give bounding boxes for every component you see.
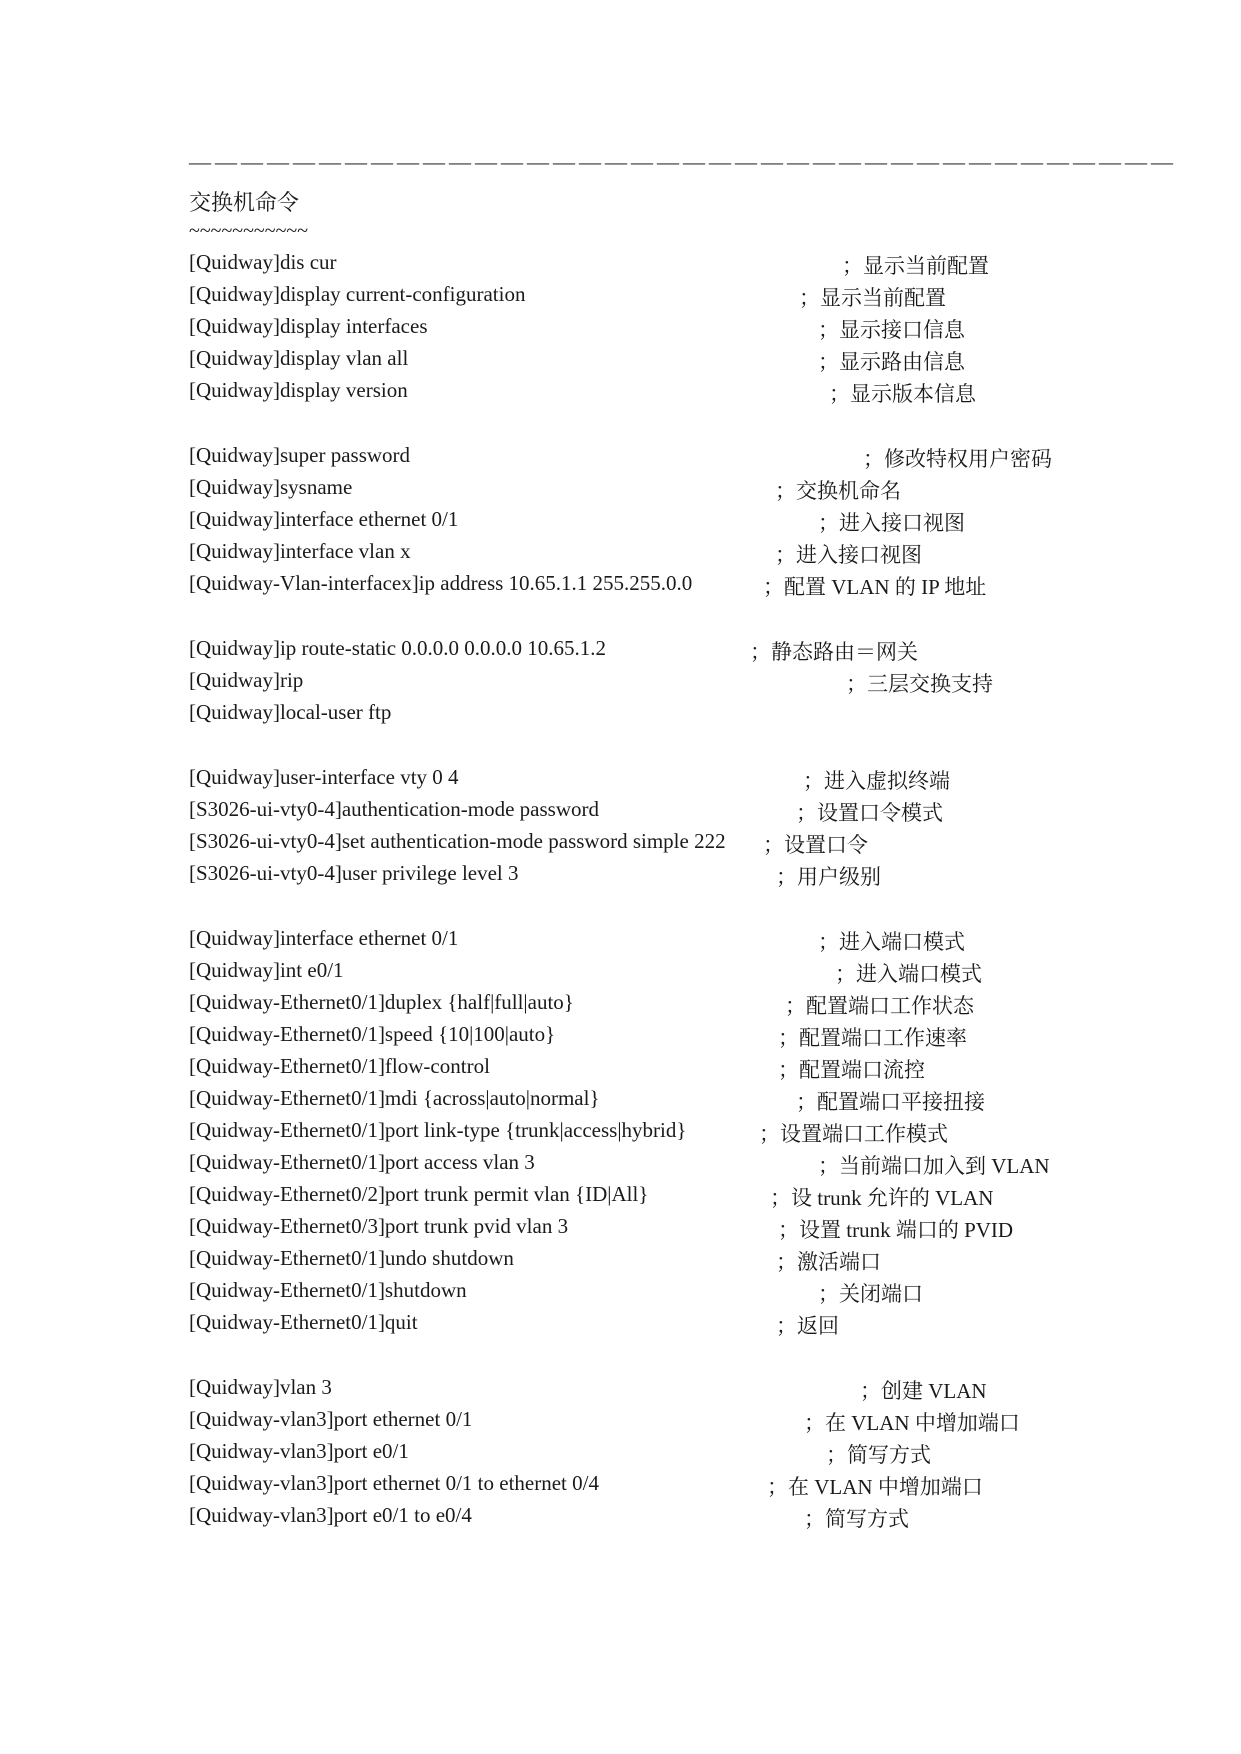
command-comment: ；设置口令 bbox=[763, 833, 868, 857]
command-line bbox=[0, 571, 1241, 601]
command-line bbox=[0, 314, 1241, 344]
command-comment: ；显示路由信息 bbox=[818, 350, 965, 374]
command-text: [Quidway]int e0/1 bbox=[189, 958, 344, 982]
command-comment: ；显示接口信息 bbox=[818, 318, 965, 342]
command-text: [Quidway]interface vlan x bbox=[189, 539, 411, 563]
command-comment: ；创建 VLAN bbox=[860, 1379, 987, 1403]
command-comment: ；当前端口加入到 VLAN bbox=[818, 1154, 1050, 1178]
command-text: [Quidway-Ethernet0/1]duplex {half|full|auto} bbox=[189, 990, 574, 1014]
command-line bbox=[0, 1086, 1241, 1116]
command-line bbox=[0, 250, 1241, 280]
command-text: [Quidway-Vlan-interfacex]ip address 10.65.1.1 255.255.0.0 bbox=[189, 571, 693, 595]
command-line bbox=[0, 797, 1241, 827]
command-text: [Quidway-Ethernet0/1]port link-type {trunk|access|hybrid} bbox=[189, 1118, 687, 1142]
command-line bbox=[0, 1503, 1241, 1533]
command-line bbox=[0, 475, 1241, 505]
command-comment: ；配置端口工作速率 bbox=[778, 1026, 967, 1050]
command-comment: ；进入端口模式 bbox=[818, 930, 965, 954]
command-comment: ；配置端口平接扭接 bbox=[796, 1090, 985, 1114]
command-line bbox=[0, 765, 1241, 795]
command-line bbox=[0, 1407, 1241, 1437]
command-line bbox=[0, 1214, 1241, 1244]
command-comment: ；三层交换支持 bbox=[846, 672, 993, 696]
command-comment: ；交换机命名 bbox=[775, 479, 901, 503]
command-comment: ；显示当前配置 bbox=[799, 286, 946, 310]
command-text: [Quidway]display current-configuration bbox=[189, 282, 526, 306]
command-text: [Quidway-Ethernet0/1]shutdown bbox=[189, 1278, 467, 1302]
command-comment: ；设置端口工作模式 bbox=[759, 1122, 948, 1146]
command-comment: ；简写方式 bbox=[804, 1507, 909, 1531]
command-comment: ；进入接口视图 bbox=[775, 543, 922, 567]
command-text: [Quidway-vlan3]port e0/1 bbox=[189, 1439, 409, 1463]
command-line bbox=[0, 1439, 1241, 1469]
command-text: [Quidway]user-interface vty 0 4 bbox=[189, 765, 459, 789]
command-line bbox=[0, 1471, 1241, 1501]
command-comment: ；用户级别 bbox=[776, 865, 881, 889]
command-line bbox=[0, 346, 1241, 376]
command-line bbox=[0, 507, 1241, 537]
command-text: [Quidway-Ethernet0/1]undo shutdown bbox=[189, 1246, 514, 1270]
command-line bbox=[0, 1278, 1241, 1308]
command-line bbox=[0, 958, 1241, 988]
command-text: [Quidway-vlan3]port ethernet 0/1 bbox=[189, 1407, 473, 1431]
command-comment: ；显示版本信息 bbox=[829, 382, 976, 406]
command-line bbox=[0, 443, 1241, 473]
command-line bbox=[0, 668, 1241, 698]
command-text: [Quidway]super password bbox=[189, 443, 411, 467]
command-text: [Quidway]interface ethernet 0/1 bbox=[189, 926, 459, 950]
command-line bbox=[0, 926, 1241, 956]
command-text: [Quidway]display interfaces bbox=[189, 314, 428, 338]
command-text: [Quidway-Ethernet0/2]port trunk permit vlan {ID|All} bbox=[189, 1182, 649, 1206]
tilde-divider: ~~~~~~~~~~~ bbox=[189, 220, 309, 242]
command-comment: ；返回 bbox=[776, 1314, 839, 1338]
command-line bbox=[0, 636, 1241, 666]
command-line bbox=[0, 700, 1241, 730]
command-comment: ；进入端口模式 bbox=[835, 962, 982, 986]
command-comment: ；关闭端口 bbox=[818, 1282, 923, 1306]
command-text: [Quidway]dis cur bbox=[189, 250, 337, 274]
command-comment: ；显示当前配置 bbox=[842, 254, 989, 278]
command-line bbox=[0, 1022, 1241, 1052]
command-line bbox=[0, 539, 1241, 569]
command-line bbox=[0, 1310, 1241, 1340]
section-heading: 交换机命令 bbox=[189, 190, 300, 215]
command-text: [Quidway]ip route-static 0.0.0.0 0.0.0.0 10.65.1.2 bbox=[189, 636, 607, 660]
command-text: [Quidway-vlan3]port ethernet 0/1 to ethernet 0/4 bbox=[189, 1471, 599, 1495]
command-text: [Quidway-Ethernet0/3]port trunk pvid vlan 3 bbox=[189, 1214, 569, 1238]
separator-rule: —————————————————————————————————————— bbox=[189, 149, 1177, 174]
command-line bbox=[0, 1150, 1241, 1180]
command-comment: ；设置口令模式 bbox=[796, 801, 943, 825]
command-line bbox=[0, 861, 1241, 891]
command-line bbox=[0, 829, 1241, 859]
command-line bbox=[0, 1054, 1241, 1084]
command-text: [Quidway]sysname bbox=[189, 475, 353, 499]
command-line bbox=[0, 282, 1241, 312]
command-text: [Quidway]display vlan all bbox=[189, 346, 409, 370]
command-comment: ；进入接口视图 bbox=[818, 511, 965, 535]
command-comment: ；简写方式 bbox=[826, 1443, 931, 1467]
command-line bbox=[0, 1246, 1241, 1276]
command-line bbox=[0, 378, 1241, 408]
command-text: [Quidway-Ethernet0/1]speed {10|100|auto} bbox=[189, 1022, 556, 1046]
command-text: [S3026-ui-vty0-4]set authentication-mode password simple 222 bbox=[189, 829, 726, 853]
command-text: [Quidway-Ethernet0/1]flow-control bbox=[189, 1054, 490, 1078]
command-comment: ；配置端口工作状态 bbox=[785, 994, 974, 1018]
command-comment: ；进入虚拟终端 bbox=[803, 769, 950, 793]
command-text: [Quidway-Ethernet0/1]port access vlan 3 bbox=[189, 1150, 535, 1174]
command-comment: ；配置端口流控 bbox=[778, 1058, 925, 1082]
command-text: [S3026-ui-vty0-4]authentication-mode password bbox=[189, 797, 599, 821]
command-text: [Quidway]rip bbox=[189, 668, 304, 692]
command-text: [S3026-ui-vty0-4]user privilege level 3 bbox=[189, 861, 519, 885]
command-comment: ；静态路由＝网关 bbox=[750, 640, 918, 664]
command-text: [Quidway]vlan 3 bbox=[189, 1375, 332, 1399]
command-text: [Quidway-Ethernet0/1]quit bbox=[189, 1310, 418, 1334]
command-text: [Quidway]display version bbox=[189, 378, 408, 402]
command-comment: ；设置 trunk 端口的 PVID bbox=[778, 1218, 1014, 1242]
command-comment: ；在 VLAN 中增加端口 bbox=[767, 1475, 983, 1499]
command-comment: ；修改特权用户密码 bbox=[863, 447, 1052, 471]
command-comment: ；在 VLAN 中增加端口 bbox=[804, 1411, 1020, 1435]
command-comment: ；配置 VLAN 的 IP 地址 bbox=[763, 575, 987, 599]
command-line bbox=[0, 990, 1241, 1020]
command-text: [Quidway-Ethernet0/1]mdi {across|auto|normal} bbox=[189, 1086, 600, 1110]
command-line bbox=[0, 1375, 1241, 1405]
command-comment: ；设 trunk 允许的 VLAN bbox=[770, 1186, 994, 1210]
command-text: [Quidway-vlan3]port e0/1 to e0/4 bbox=[189, 1503, 472, 1527]
command-text: [Quidway]interface ethernet 0/1 bbox=[189, 507, 459, 531]
command-line bbox=[0, 1182, 1241, 1212]
command-line bbox=[0, 1118, 1241, 1148]
command-comment: ；激活端口 bbox=[776, 1250, 881, 1274]
command-text: [Quidway]local-user ftp bbox=[189, 700, 392, 724]
